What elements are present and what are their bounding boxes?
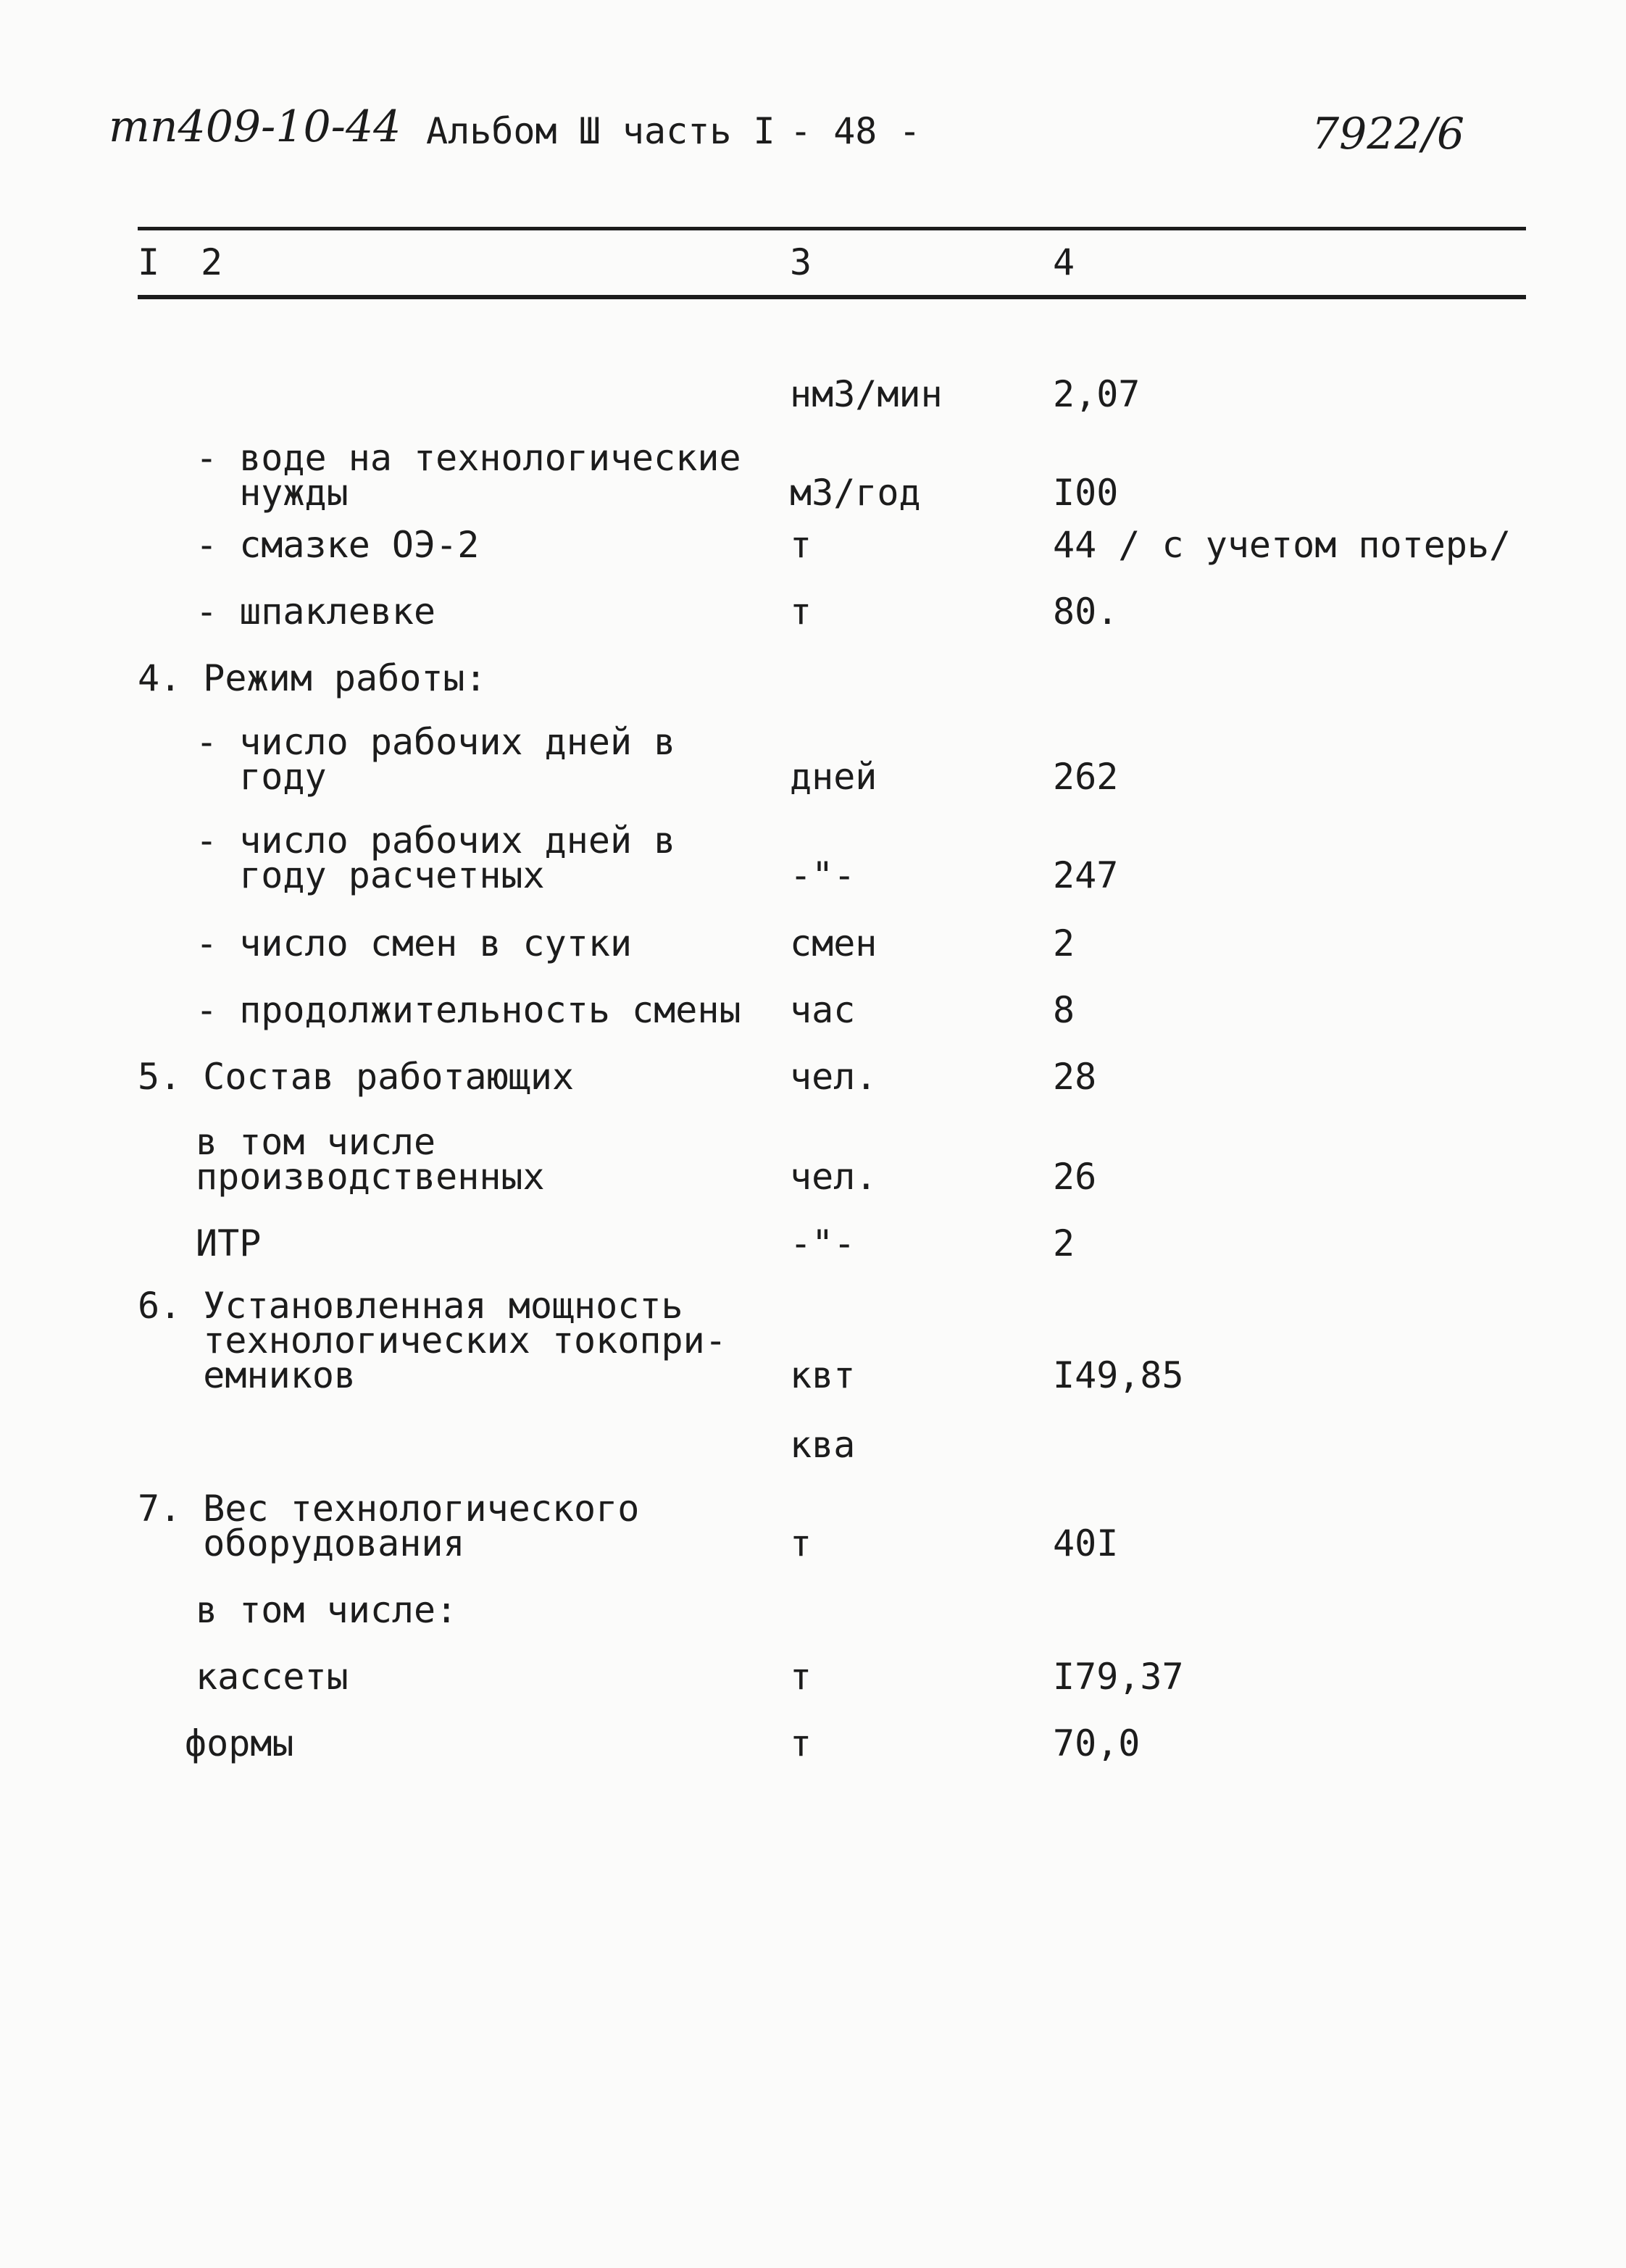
document-number: 7922/6	[1312, 109, 1465, 159]
row-value: 40I	[1053, 1522, 1119, 1564]
table-header-rule	[138, 295, 1526, 299]
row-unit: нм3/мин	[790, 373, 943, 415]
row-label-line: - число смен в сутки	[196, 922, 633, 964]
row-unit: т	[790, 591, 812, 633]
row-label-line: 6. Установленная мощность	[138, 1285, 683, 1327]
row-value: 247	[1053, 854, 1119, 896]
row-unit: смен	[790, 922, 877, 964]
row-unit: чел.	[790, 1056, 877, 1098]
column-number-3: 3	[790, 241, 812, 283]
row-value: 80.	[1053, 591, 1119, 633]
row-value: I00	[1053, 472, 1119, 514]
row-unit: ква	[790, 1424, 856, 1466]
album-label: Альбом Ш часть I	[426, 110, 775, 152]
row-label-line: формы	[185, 1722, 294, 1764]
row-unit: м3/год	[790, 472, 921, 514]
row-value: 26	[1053, 1156, 1097, 1198]
row-unit: т	[790, 524, 812, 566]
row-label-line: - число рабочих дней в	[196, 721, 676, 763]
column-number-4: 4	[1053, 241, 1075, 283]
row-label-line: оборудования	[138, 1522, 465, 1564]
page-number: - 48 -	[790, 110, 921, 152]
row-unit: час	[790, 989, 856, 1031]
row-unit: т	[790, 1656, 812, 1698]
table-top-rule	[138, 227, 1526, 230]
row-unit: квт	[790, 1354, 856, 1396]
row-label-line: 5. Состав работающих	[138, 1056, 575, 1098]
row-value: I49,85	[1053, 1354, 1184, 1396]
row-label-line: в том числе:	[196, 1589, 458, 1631]
row-label-line: году расчетных	[196, 854, 545, 896]
row-label-line: производственных	[196, 1156, 545, 1198]
row-unit: -"-	[790, 1222, 856, 1264]
row-value: I79,37	[1053, 1656, 1184, 1698]
row-value: 2,07	[1053, 373, 1141, 415]
row-label-line: - продолжительность смены	[196, 989, 741, 1031]
row-label-line: нужды	[196, 472, 349, 514]
row-unit: т	[790, 1722, 812, 1764]
row-unit: -"-	[790, 854, 856, 896]
row-unit: дней	[790, 756, 877, 798]
row-label-line: 4. Режим работы:	[138, 657, 487, 699]
row-value: 2	[1053, 922, 1075, 964]
row-label-line: - шпаклевке	[196, 591, 436, 633]
row-label-line: в том числе	[196, 1121, 436, 1163]
row-value: 44 / с учетом потерь/	[1053, 524, 1512, 566]
document-code: тп409-10-44	[109, 101, 401, 152]
row-value: 8	[1053, 989, 1075, 1031]
row-label-line: году	[196, 756, 327, 798]
column-number-1: I	[138, 241, 160, 283]
row-value: 70,0	[1053, 1722, 1141, 1764]
row-unit: т	[790, 1522, 812, 1564]
row-value: 28	[1053, 1056, 1097, 1098]
row-label-line: - воде на технологические	[196, 437, 741, 479]
row-value: 262	[1053, 756, 1119, 798]
row-label-line: технологических токопри-	[138, 1319, 727, 1362]
row-label-line: - смазке ОЭ-2	[196, 524, 480, 566]
row-label-line: ИТР	[196, 1222, 262, 1264]
row-value: 2	[1053, 1222, 1075, 1264]
row-label-line: кассеты	[196, 1656, 349, 1698]
row-label-line: - число рабочих дней в	[196, 820, 676, 862]
row-label-line: 7. Вес технологического	[138, 1488, 640, 1530]
row-unit: чел.	[790, 1156, 877, 1198]
row-label-line: емников	[138, 1354, 357, 1396]
column-number-2: 2	[201, 241, 223, 283]
